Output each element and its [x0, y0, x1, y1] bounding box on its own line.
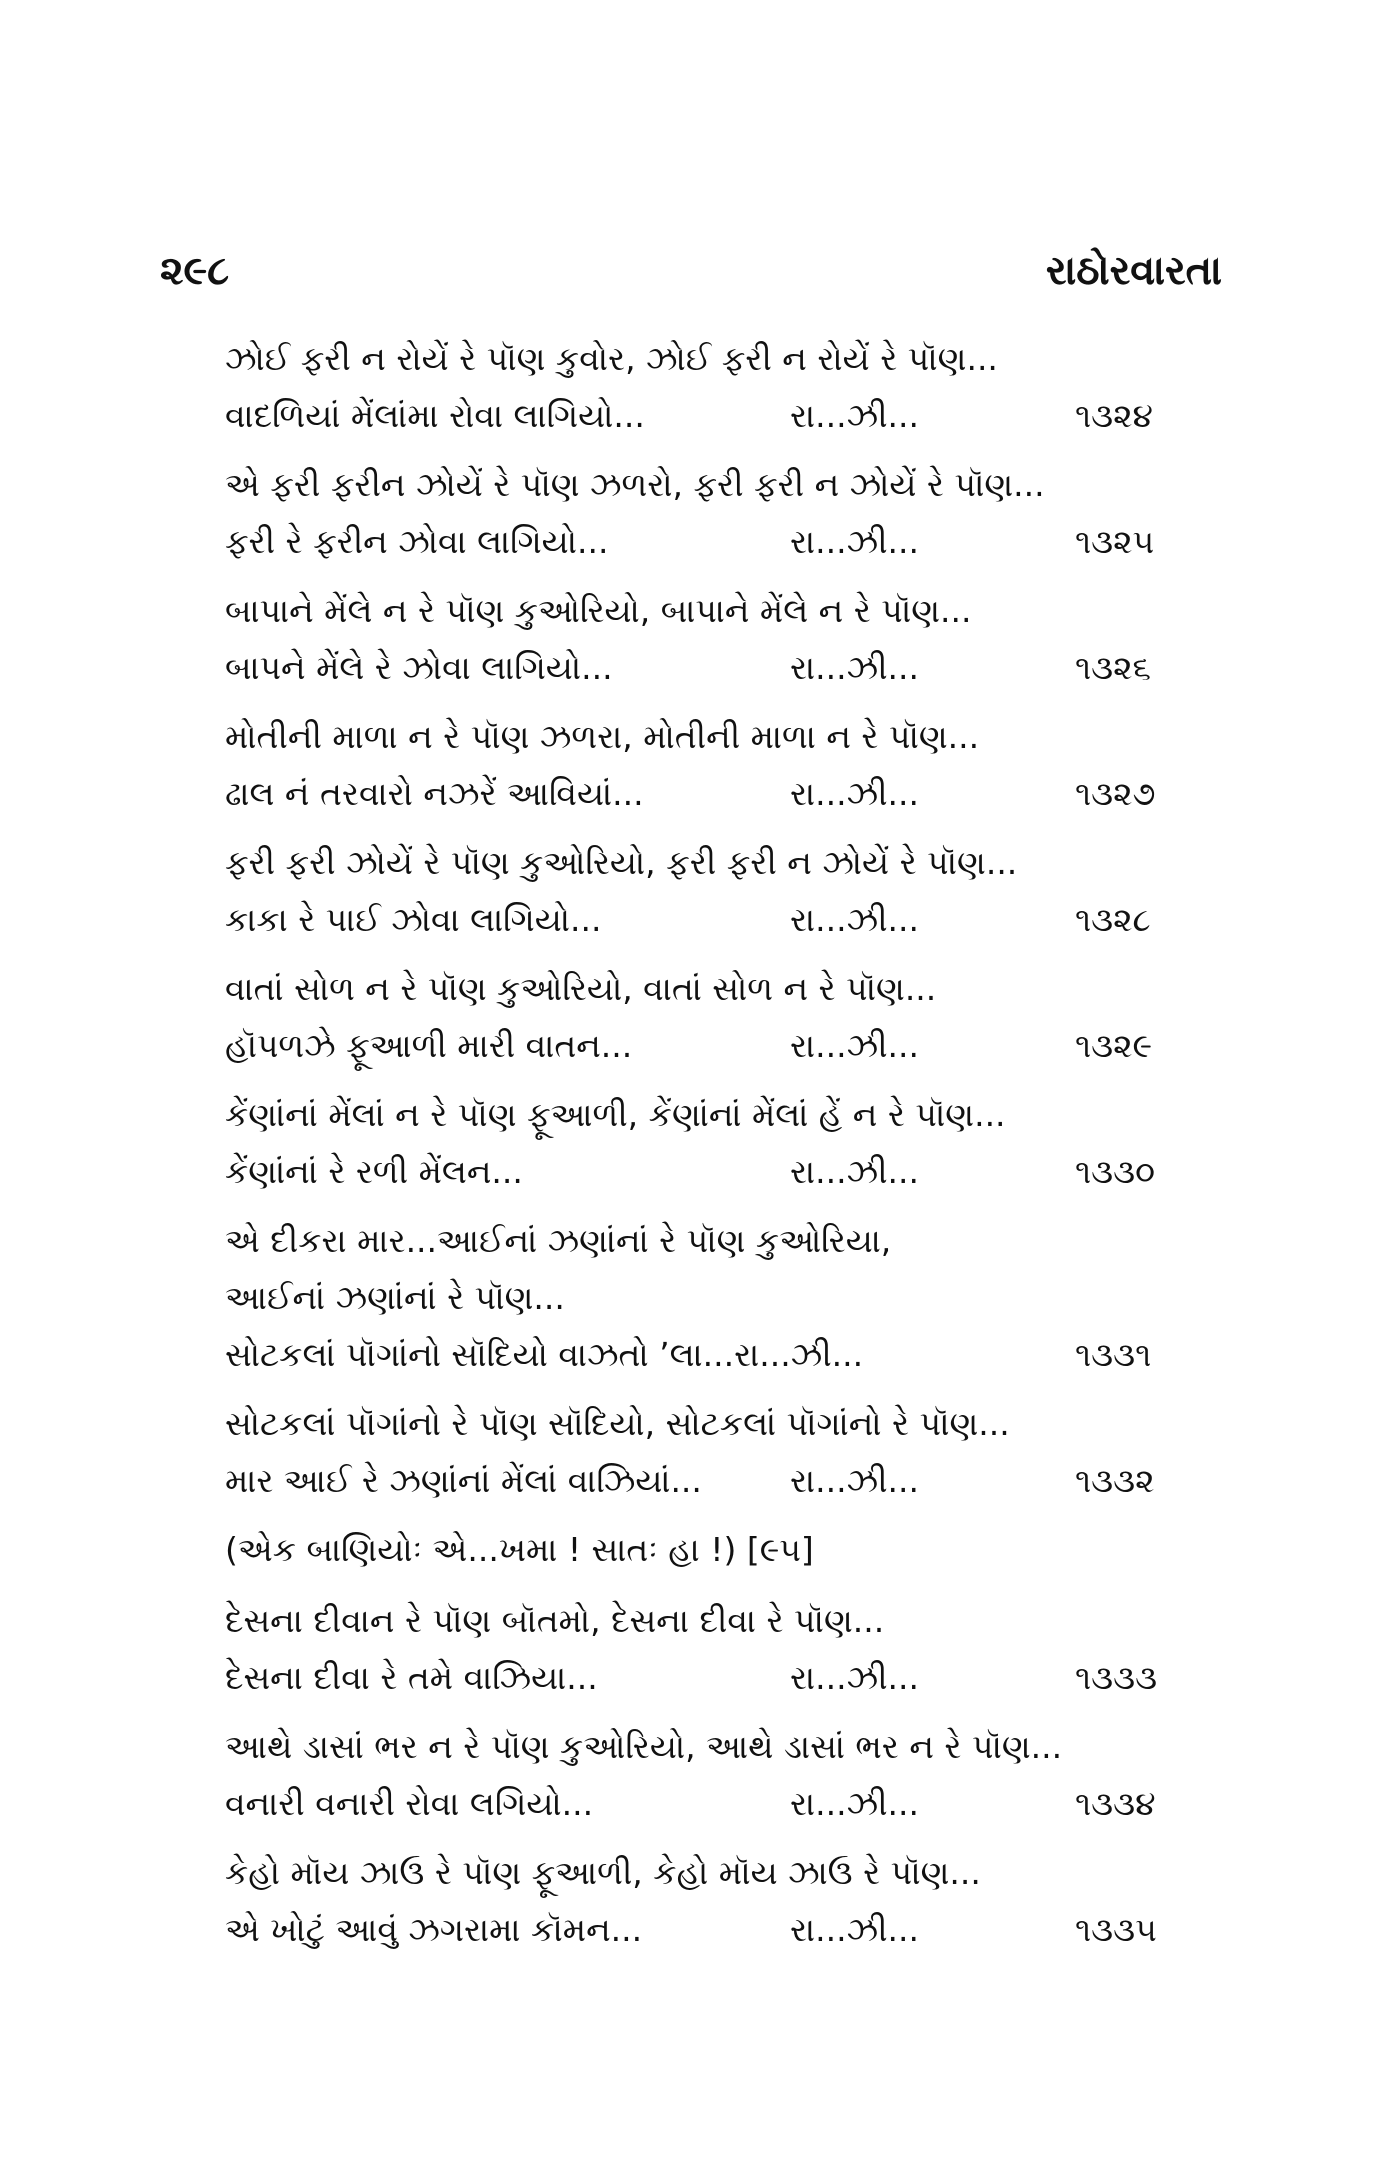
refrain: રા...ઝી...: [734, 1335, 864, 1374]
verse-list: [225, 330, 1225, 1970]
stanza-1334: [225, 1718, 1225, 1832]
verse-number: ૧૩૩૩: [1075, 1658, 1158, 1697]
verse-number: ૧૩૨૪: [1075, 396, 1153, 435]
refrain: રા...ઝી...: [790, 1026, 920, 1065]
stanza-1326: [225, 582, 1225, 696]
verse-line: માર આઈ રે ઝણાંનાં મેંલાં વાઝિયાં...: [225, 1461, 702, 1500]
stanza-1333: [225, 1592, 1225, 1706]
verse-line: કેહો મૉય ઝાઉ રે પૉણ ફૂઆળી, કેહો મૉય ઝાઉ રે પૉણ...: [225, 1853, 981, 1892]
refrain: રા...ઝી...: [790, 396, 920, 435]
verse-number: ૧૩૨૫: [1075, 522, 1155, 561]
verse-number: ૧૩૨૮: [1075, 900, 1151, 939]
verse-line: એ ફરી ફરીન ઝોયેં રે પૉણ ઝળરો, ફરી ફરી ન ઝોયેં રે પૉણ...: [225, 465, 1045, 504]
stanza-1332: [225, 1395, 1225, 1509]
verse-line: સોટકલાં પૉગાંનો સૉદિયો વાઝતો ’લા...: [225, 1335, 735, 1374]
verse-line: કેંણાંનાં રે રળી મેંલન...: [225, 1152, 523, 1191]
verse-line: આઈનાં ઝણાંનાં રે પૉણ...: [225, 1278, 565, 1317]
refrain: રા...ઝી...: [790, 522, 920, 561]
refrain: રા...ઝી...: [790, 1658, 920, 1697]
stanza-1324: [225, 330, 1225, 444]
stanza-1331: [225, 1212, 1225, 1383]
verse-number: ૧૩૩૦: [1075, 1152, 1155, 1191]
verse-line: એ દીકરા માર...આઈનાં ઝણાંનાં રે પૉણ કુઓરિયા,: [225, 1221, 892, 1260]
verse-line: દેસના દીવાન રે પૉણ બૉતમો, દેસના દીવા રે પૉણ...: [225, 1601, 885, 1640]
verse-number: ૧૩૨૭: [1075, 774, 1156, 813]
verse-number: ૧૩૨૬: [1075, 648, 1151, 687]
verse-line: સોટકલાં પૉગાંનો રે પૉણ સૉદિયો, સોટકલાં પૉગાંનો રે પૉણ...: [225, 1404, 1010, 1443]
refrain: રા...ઝી...: [790, 900, 920, 939]
verse-line: ઢાલ નં તરવારો નઝરેં આવિયાં...: [225, 774, 644, 813]
verse-line: એ ખોટું આવું ઝગરામા કૉમન...: [225, 1910, 643, 1949]
verse-line: વનારી વનારી રોવા લગિયો...: [225, 1784, 594, 1823]
verse-line: હૉપળઝે ફૂઆળી મારી વાતન...: [225, 1026, 633, 1065]
verse-line: વાદળિયાં મેંલાંમા રોવા લાગિયો...: [225, 396, 645, 435]
refrain: રા...ઝી...: [790, 1461, 920, 1500]
verse-line: કેંણાંનાં મેંલાં ન રે પૉણ ફૂઆળી, કેંણાંનાં મેંલાં હેં ન રે પૉણ...: [225, 1095, 1006, 1134]
verse-line: બાપાને મેંલે ન રે પૉણ કુઓરિયો, બાપાને મેંલે ન રે પૉણ...: [225, 591, 972, 630]
page-header: [160, 248, 1222, 308]
verse-line: વાતાં સોળ ન રે પૉણ કુઓરિયો, વાતાં સોળ ન રે પૉણ...: [225, 969, 937, 1008]
verse-line: મોતીની માળા ન રે પૉણ ઝળરા, મોતીની માળા ન રે પૉણ...: [225, 717, 980, 756]
stanza-1335: [225, 1844, 1225, 1958]
verse-number: ૧૩૩૧: [1075, 1335, 1152, 1374]
refrain: રા...ઝી...: [790, 774, 920, 813]
refrain: રા...ઝી...: [790, 1910, 920, 1949]
verse-line: કાકા રે પાઈ ઝોવા લાગિયો...: [225, 900, 602, 939]
verse-line: ફરી રે ફરીન ઝોવા લાગિયો...: [225, 522, 609, 561]
verse-line: દેસના દીવા રે તમે વાઝિયા...: [225, 1658, 598, 1697]
stanza-1328: [225, 834, 1225, 948]
stanza-1329: [225, 960, 1225, 1074]
stanza-1325: [225, 456, 1225, 570]
verse-number: ૧૩૩૨: [1075, 1461, 1155, 1500]
verse-number: ૧૩૩૪: [1075, 1784, 1156, 1823]
refrain: રા...ઝી...: [790, 1152, 920, 1191]
verse-number: ૧૩૩૫: [1075, 1910, 1157, 1949]
verse-line: બાપને મેંલે રે ઝોવા લાગિયો...: [225, 648, 613, 687]
running-title: રાઠોરવારતા: [1045, 248, 1222, 294]
refrain: રા...ઝી...: [790, 648, 920, 687]
verse-number: ૧૩૨૯: [1075, 1026, 1153, 1065]
narration-note: (એક બાણિયોઃ એ...ખમા ! સાતઃ હા !) [૯૫]: [225, 1530, 814, 1569]
page-number: ૨૯૮: [160, 248, 230, 294]
stanza-1327: [225, 708, 1225, 822]
verse-line: આથે ડાસાં ભર ન રે પૉણ કુઓરિયો, આથે ડાસાં ભર ન રે પૉણ...: [225, 1727, 1063, 1766]
stanza-1330: [225, 1086, 1225, 1200]
verse-line: ફરી ફરી ઝોયેં રે પૉણ કુઓરિયો, ફરી ફરી ન ઝોયેં રે પૉણ...: [225, 843, 1018, 882]
refrain: રા...ઝી...: [790, 1784, 920, 1823]
verse-line: ઝોઈ ફરી ન રોયેં રે પૉણ કુવોર, ઝોઈ ફરી ન રોયેં રે પૉણ...: [225, 339, 998, 378]
